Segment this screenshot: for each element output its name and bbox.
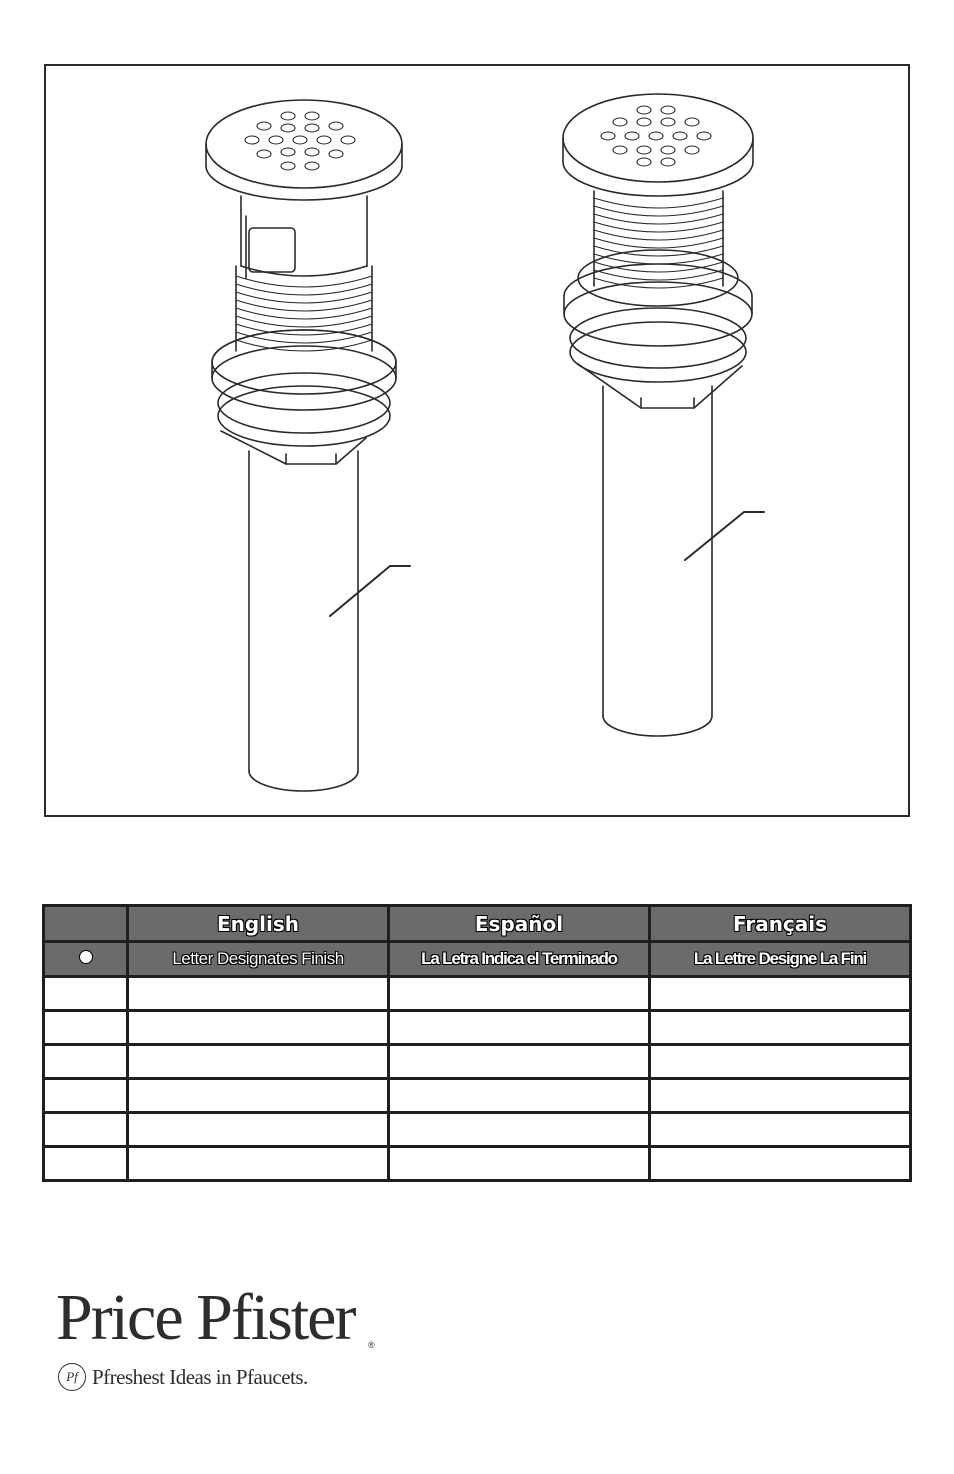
threads-right xyxy=(594,198,723,288)
drain-with-overflow xyxy=(206,100,410,791)
bullet-cell xyxy=(44,942,128,977)
table-row xyxy=(44,1011,911,1045)
strainer-holes-right xyxy=(601,106,711,166)
finish-table xyxy=(42,904,912,1182)
registered-mark: ® xyxy=(368,1340,375,1350)
finish-english: Letter Designates Finish xyxy=(128,942,389,977)
parts-illustration xyxy=(44,64,910,817)
brand-logo xyxy=(56,1281,416,1395)
table-row xyxy=(44,1113,911,1147)
finish-francais: La Lettre Designe La Fini xyxy=(650,942,911,977)
logo-tagline: Pfreshest Ideas in Pfaucets. xyxy=(92,1365,308,1389)
finish-espanol: La Letra Indica el Terminado xyxy=(389,942,650,977)
finish-designation-row xyxy=(44,942,911,977)
table-row xyxy=(44,977,911,1011)
header-francais: Français xyxy=(650,906,911,942)
bullet-icon xyxy=(79,950,93,964)
drain-assemblies-drawing xyxy=(46,66,908,815)
drain-without-overflow xyxy=(563,94,764,736)
header-english: English xyxy=(128,906,389,942)
table-row xyxy=(44,1079,911,1113)
table-row xyxy=(44,1147,911,1181)
table-header-row xyxy=(44,906,911,942)
table-row xyxy=(44,1045,911,1079)
logo-wordmark: Price Pfister xyxy=(56,1281,355,1354)
pf-monogram-icon: Pf xyxy=(58,1363,86,1391)
threads-left xyxy=(236,276,372,351)
strainer-holes-left xyxy=(245,112,355,170)
header-blank xyxy=(44,906,128,942)
header-espanol: Español xyxy=(389,906,650,942)
